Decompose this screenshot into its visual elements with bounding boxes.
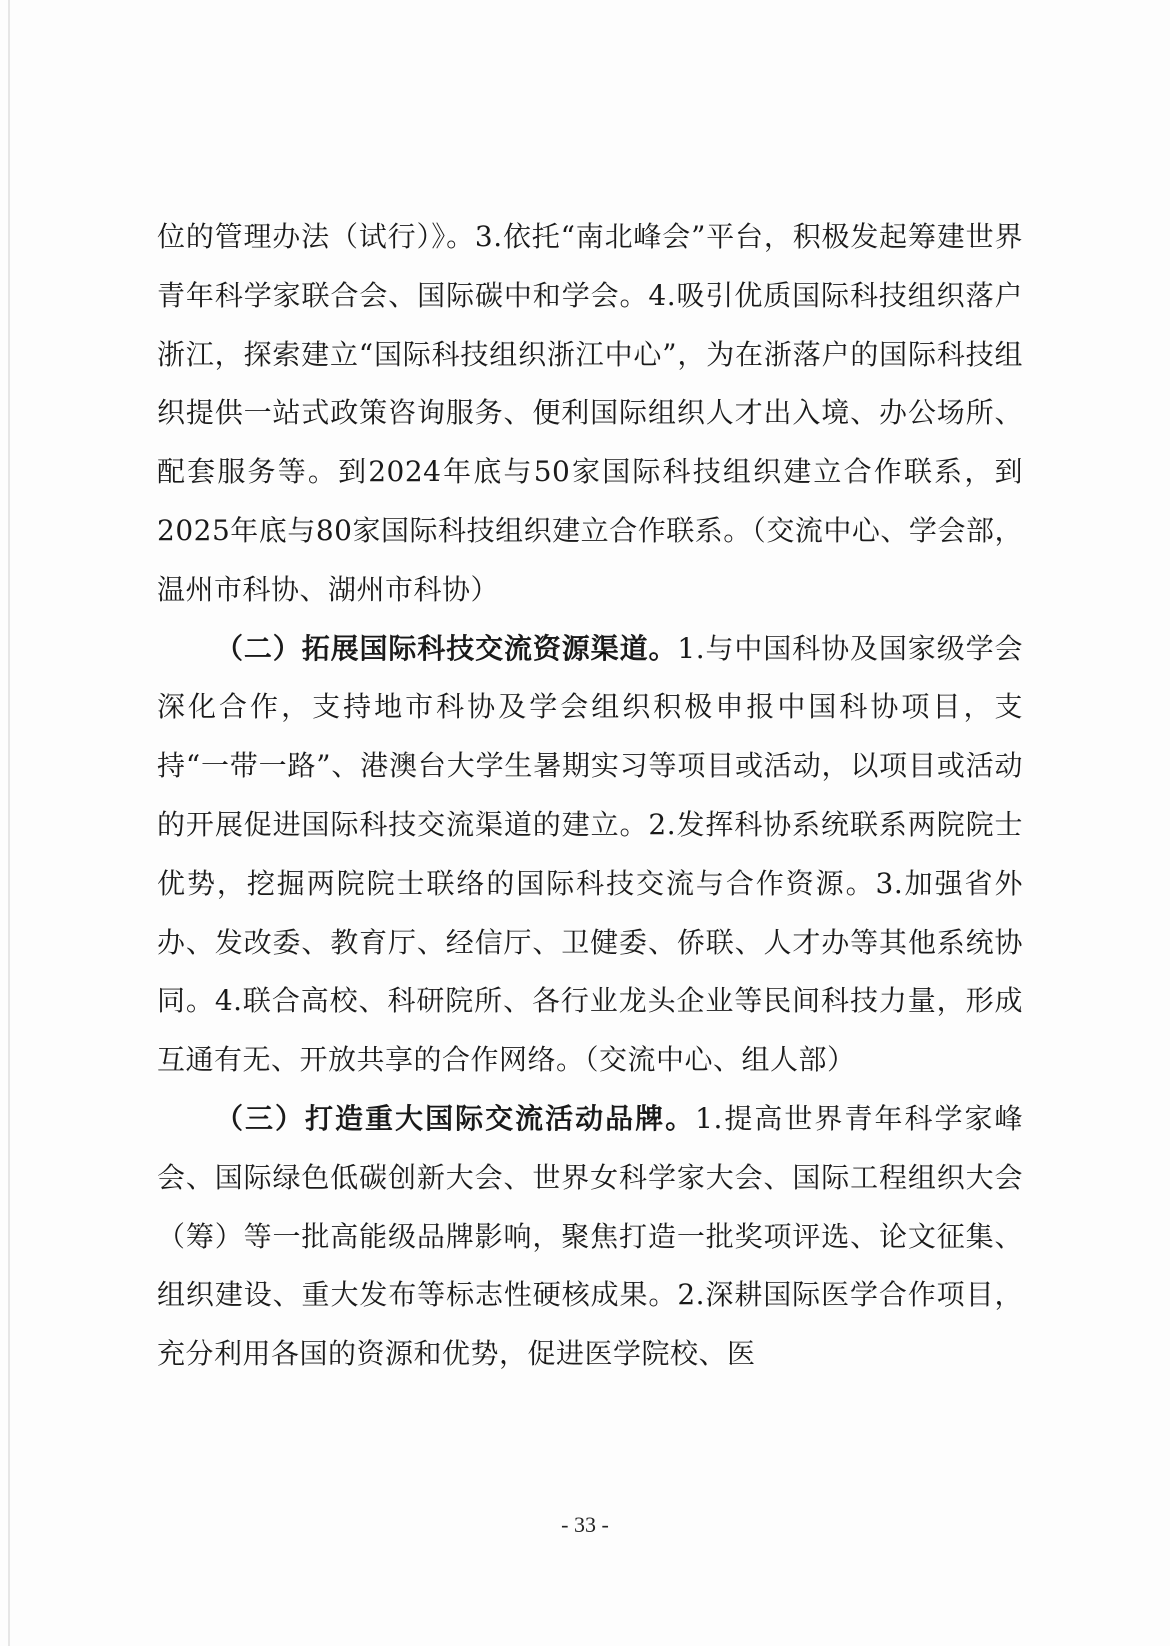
paragraph-3-text: 1.提高世界青年科学家峰会、国际绿色低碳创新大会、世界女科学家大会、国际工程组织大会（筹）等一批高能级品牌影响，聚焦打造一批奖项评选、论文征集、组织建设、重大发布等标志性硬核成果。2.深耕国际医学合作项目，充分利用各国的资源和优势，促进医学院校、医	[157, 1101, 1023, 1371]
body-text	[157, 208, 1023, 1384]
paragraph-2-text: 1.与中国科协及国家级学会深化合作，支持地市科协及学会组织积极申报中国科协项目，支持“一带一路”、港澳台大学生暑期实习等项目或活动，以项目或活动的开展促进国际科技交流渠道的建立。2.发挥科协系统联系两院院士优势，挖掘两院院士联络的国际科技交流与合作资源。3.加强省外办、发改委、教育厅、经信厅、卫健委、侨联、人才办等其他系统协同。4.联合高校、科研院所、各行业龙头企业等民间科技力量，形成互通有无、开放共享的合作网络。（交流中心、组人部）	[157, 631, 1023, 1077]
paragraph-3	[157, 1090, 1023, 1384]
paragraph-2	[157, 620, 1023, 1090]
section-heading-2: （二）拓展国际科技交流资源渠道。	[215, 631, 678, 665]
paragraph-1-text: 位的管理办法（试行）》。3.依托“南北峰会”平台，积极发起筹建世界青年科学家联合会、国际碳中和学会。4.吸引优质国际科技组织落户浙江，探索建立“国际科技组织浙江中心”，为在浙落户的国际科技组织提供一站式政策咨询服务、便利国际组织人才出入境、办公场所、配套服务等。到2024年底与50家国际科技组织建立合作联系，到2025年底与80家国际科技组织建立合作联系。（交流中心、学会部，温州市科协、湖州市科协）	[157, 220, 1023, 606]
paragraph-1	[157, 208, 1023, 620]
page-edge-divider	[8, 0, 10, 1646]
page-number: - 33 -	[561, 1512, 609, 1537]
section-heading-3: （三）打造重大国际交流活动品牌。	[215, 1101, 696, 1135]
